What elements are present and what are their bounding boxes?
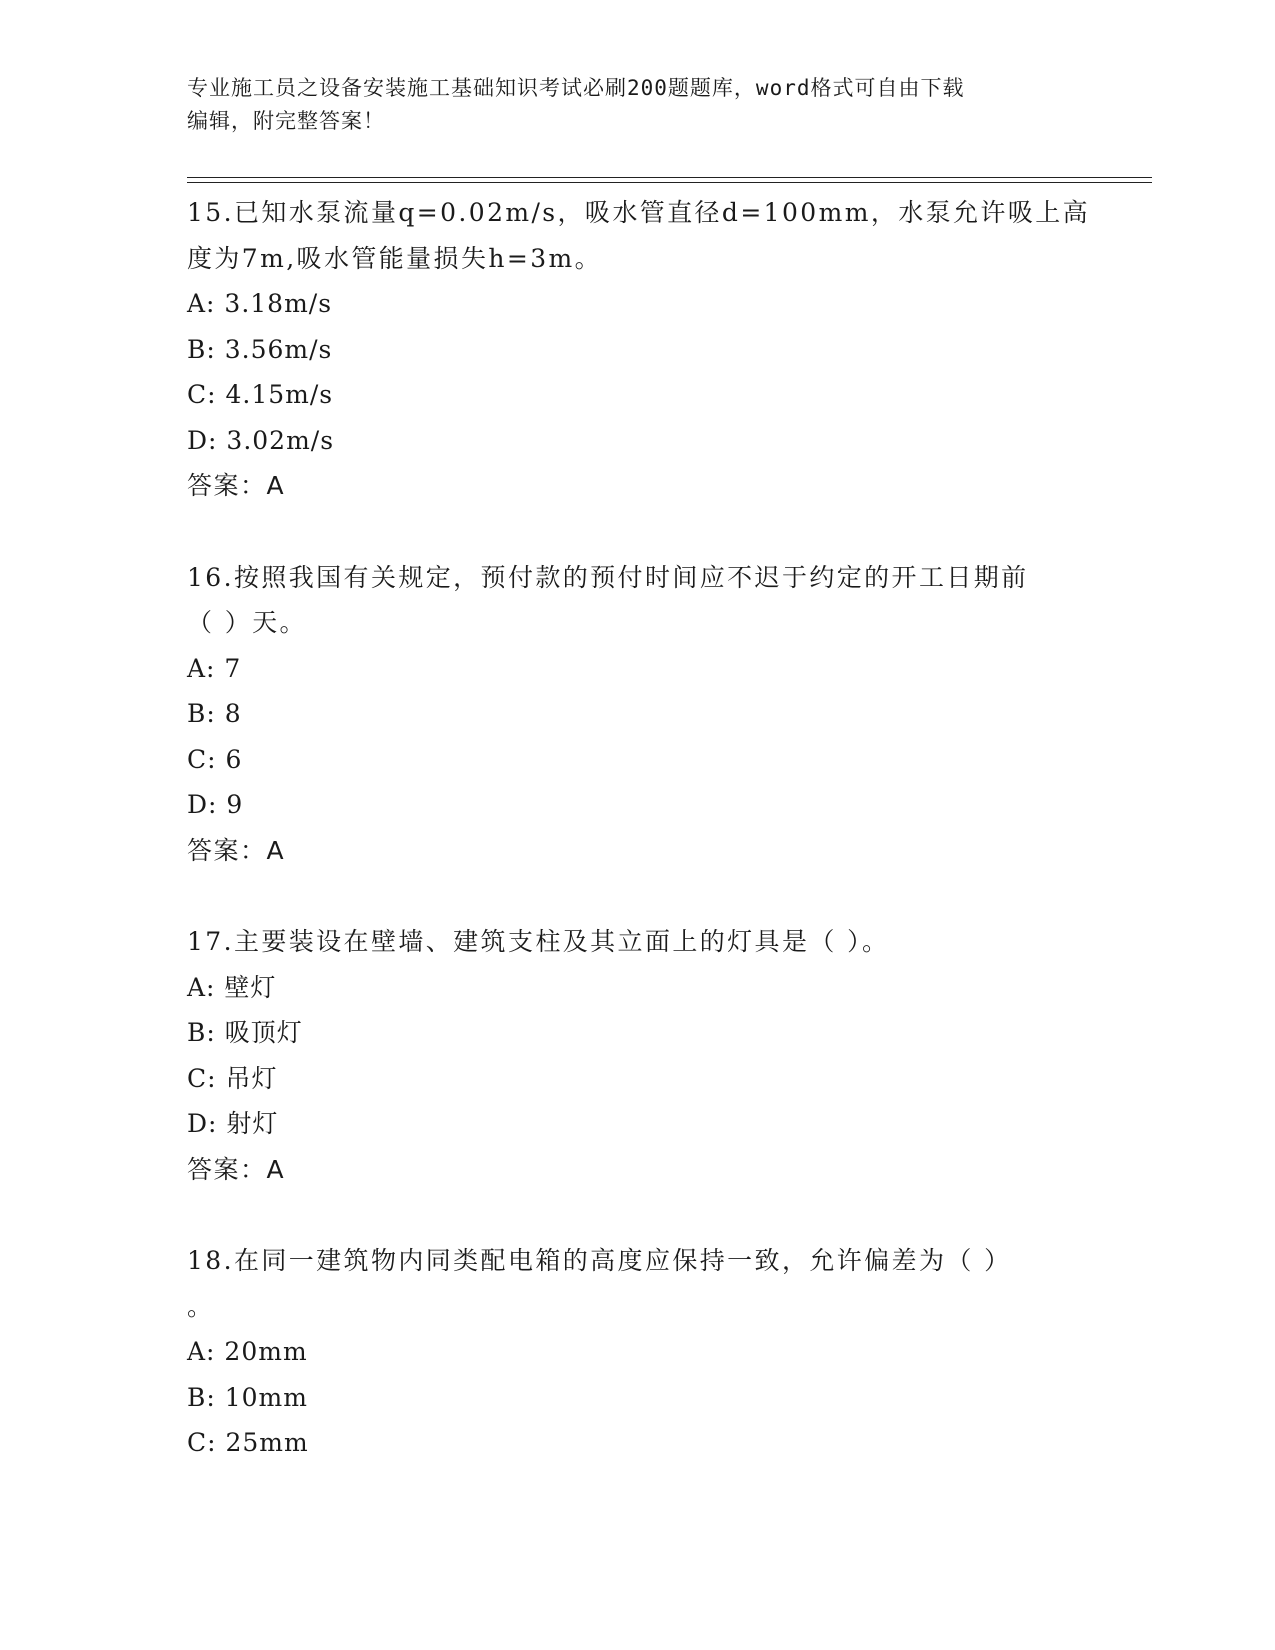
option-c: C: 6 xyxy=(187,744,243,774)
option-b: B: 吸顶灯 xyxy=(187,1018,303,1047)
option-a: A: 3.18m/s xyxy=(187,289,333,318)
header-title-line-2: 编辑，附完整答案！ xyxy=(187,109,385,133)
header-divider-top xyxy=(187,177,1152,178)
answer: 答案：A xyxy=(187,835,286,865)
question-15 xyxy=(187,190,1091,509)
question-text-line: 。 xyxy=(187,1291,215,1321)
option-d: D: 射灯 xyxy=(187,1109,279,1138)
question-list xyxy=(187,190,1091,1466)
question-gap xyxy=(187,509,1087,555)
question-text-line: 16.按照我国有关规定，预付款的预付时间应不迟于约定的开工日期前 xyxy=(187,562,1029,592)
option-d: D: 3.02m/s xyxy=(187,425,335,455)
option-a: A: 7 xyxy=(187,653,242,683)
option-b: B: 8 xyxy=(187,699,242,728)
question-text-line: 度为7m,吸水管能量损失h=3m。 xyxy=(187,243,603,273)
header-title-line-1: 专业施工员之设备安装施工基础知识考试必刷200题题库，word格式可自由下载 xyxy=(187,76,965,100)
option-b: B: 3.56m/s xyxy=(187,334,333,364)
answer: 答案：A xyxy=(187,1154,286,1184)
question-gap xyxy=(187,1192,1087,1238)
option-a: A: 壁灯 xyxy=(187,972,277,1002)
option-b: B: 10mm xyxy=(187,1382,308,1412)
header-divider-bottom xyxy=(187,182,1152,183)
option-c: C: 4.15m/s xyxy=(187,380,334,409)
option-c: C: 25mm xyxy=(187,1428,309,1457)
question-gap xyxy=(187,873,1087,919)
answer: 答案：A xyxy=(187,471,286,500)
question-17 xyxy=(187,919,1087,1192)
option-d: D: 9 xyxy=(187,790,244,819)
question-18 xyxy=(187,1238,1087,1466)
question-text-line: 18.在同一建筑物内同类配电箱的高度应保持一致，允许偏差为（ ） xyxy=(187,1246,1012,1275)
question-text-line: 17.主要装设在壁墙、建筑支柱及其立面上的灯具是（ ）。 xyxy=(187,927,890,956)
option-a: A: 20mm xyxy=(187,1337,308,1366)
question-text-line: （ ）天。 xyxy=(187,608,307,637)
question-16 xyxy=(187,555,1087,874)
option-c: C: 吊灯 xyxy=(187,1063,278,1093)
question-text-line: 15.已知水泵流量q=0.02m/s，吸水管直径d=100mm，水泵允许吸上高 xyxy=(187,198,1091,227)
document-header xyxy=(187,72,1067,138)
